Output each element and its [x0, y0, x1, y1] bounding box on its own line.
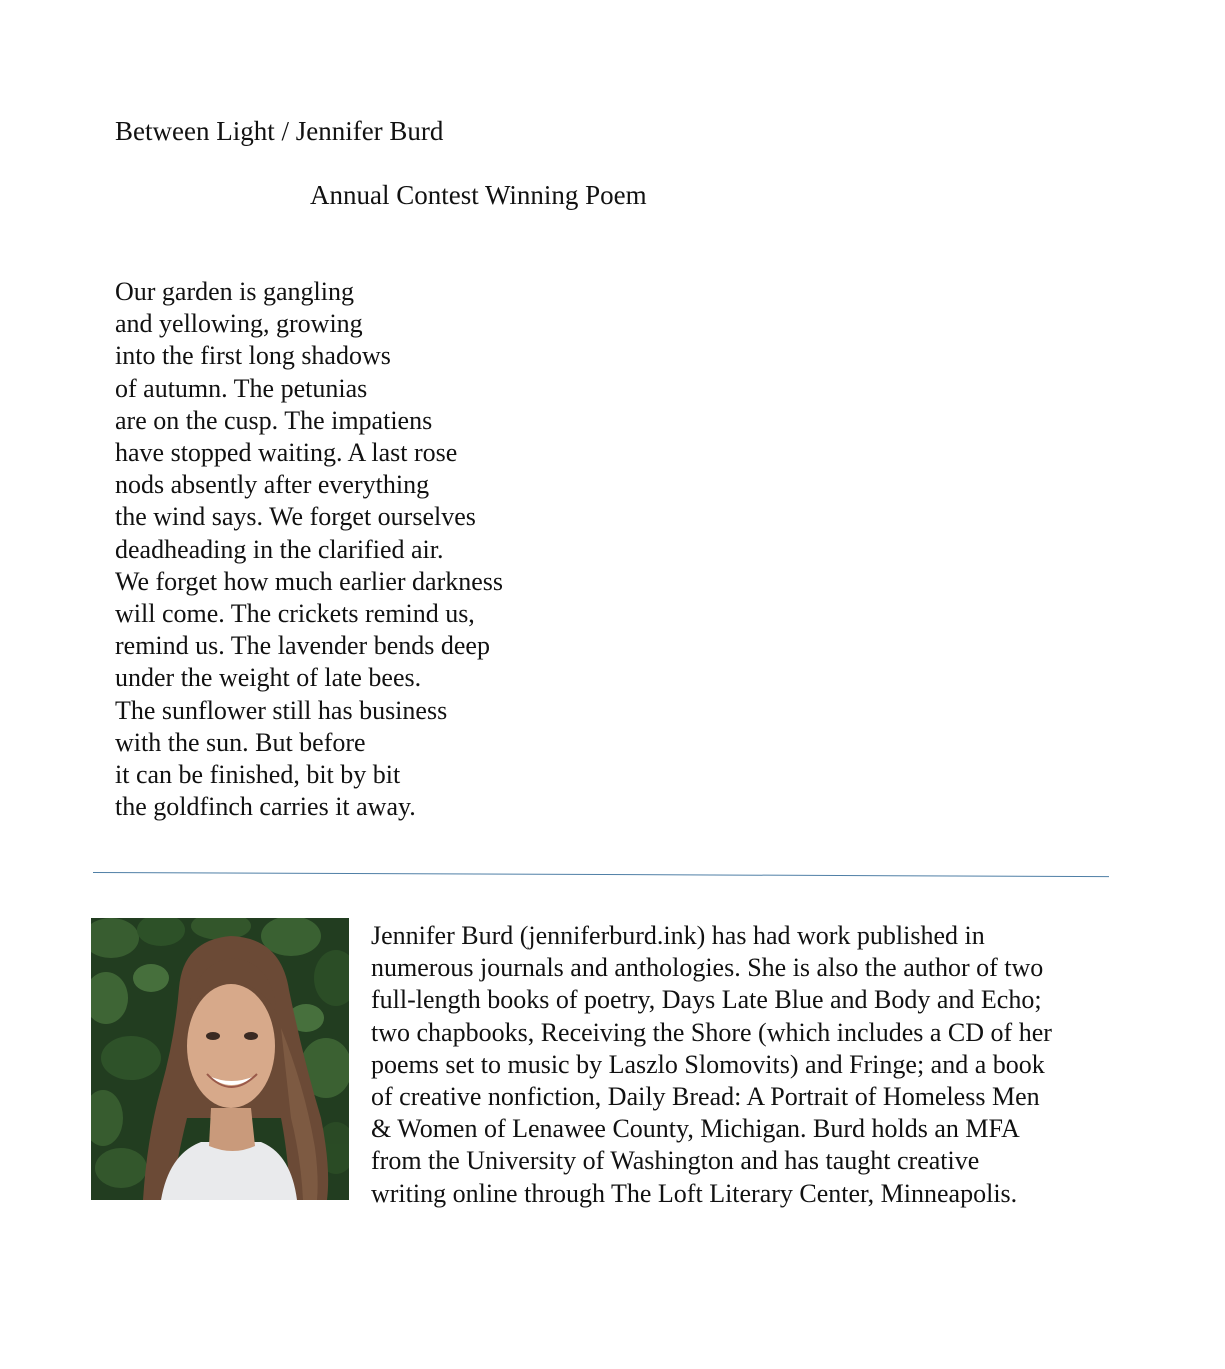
bio-line: numerous journals and anthologies. She is also the author of two	[371, 953, 1044, 983]
section-divider	[93, 872, 1109, 877]
bio-line: poems set to music by Laszlo Slomovits) and Fringe; and a book	[371, 1049, 1045, 1079]
bio-line: of creative nonfiction, Daily Bread: A Portrait of Homeless Men	[371, 1082, 1040, 1112]
poem-line: will come. The crickets remind us,	[115, 599, 475, 629]
poem-line: The sunflower still has business	[115, 695, 448, 725]
bio-line: full-length books of poetry, Days Late Blue and Body and Echo;	[371, 985, 1042, 1015]
poem-body	[115, 276, 503, 823]
poem-line: We forget how much earlier darkness	[115, 566, 504, 596]
author-photo	[91, 918, 349, 1200]
bio-line: writing online through The Loft Literary Center, Minneapolis.	[371, 1178, 1018, 1208]
poem-line: the goldfinch carries it away.	[115, 792, 416, 822]
poem-line: are on the cusp. The impatiens	[115, 405, 433, 435]
author-bio	[371, 920, 1116, 1210]
bio-line: & Women of Lenawee County, Michigan. Burd holds an MFA	[371, 1114, 1020, 1144]
bio-line: from the University of Washington and has taught creative	[371, 1146, 980, 1176]
poem-line: have stopped waiting. A last rose	[115, 438, 458, 468]
poem-line: deadheading in the clarified air.	[115, 534, 444, 564]
poem-line: and yellowing, growing	[115, 309, 363, 339]
bio-line: two chapbooks, Receiving the Shore (which includes a CD of her	[371, 1017, 1052, 1047]
poem-line: into the first long shadows	[115, 341, 391, 371]
poem-line: under the weight of late bees.	[115, 663, 422, 693]
poem-line: of autumn. The petunias	[115, 373, 368, 403]
poem-line: nods absently after everything	[115, 470, 430, 500]
poem-line: it can be finished, bit by bit	[115, 760, 401, 790]
poem-title: Between Light / Jennifer Burd	[115, 116, 444, 146]
poem-line: with the sun. But before	[115, 727, 366, 757]
poem-line: remind us. The lavender bends deep	[115, 631, 490, 661]
poem-line: the wind says. We forget ourselves	[115, 502, 476, 532]
poem-line: Our garden is gangling	[115, 277, 355, 306]
bio-line: Jennifer Burd (jenniferburd.ink) has had work published in	[371, 921, 985, 950]
contest-subtitle: Annual Contest Winning Poem	[310, 180, 647, 210]
